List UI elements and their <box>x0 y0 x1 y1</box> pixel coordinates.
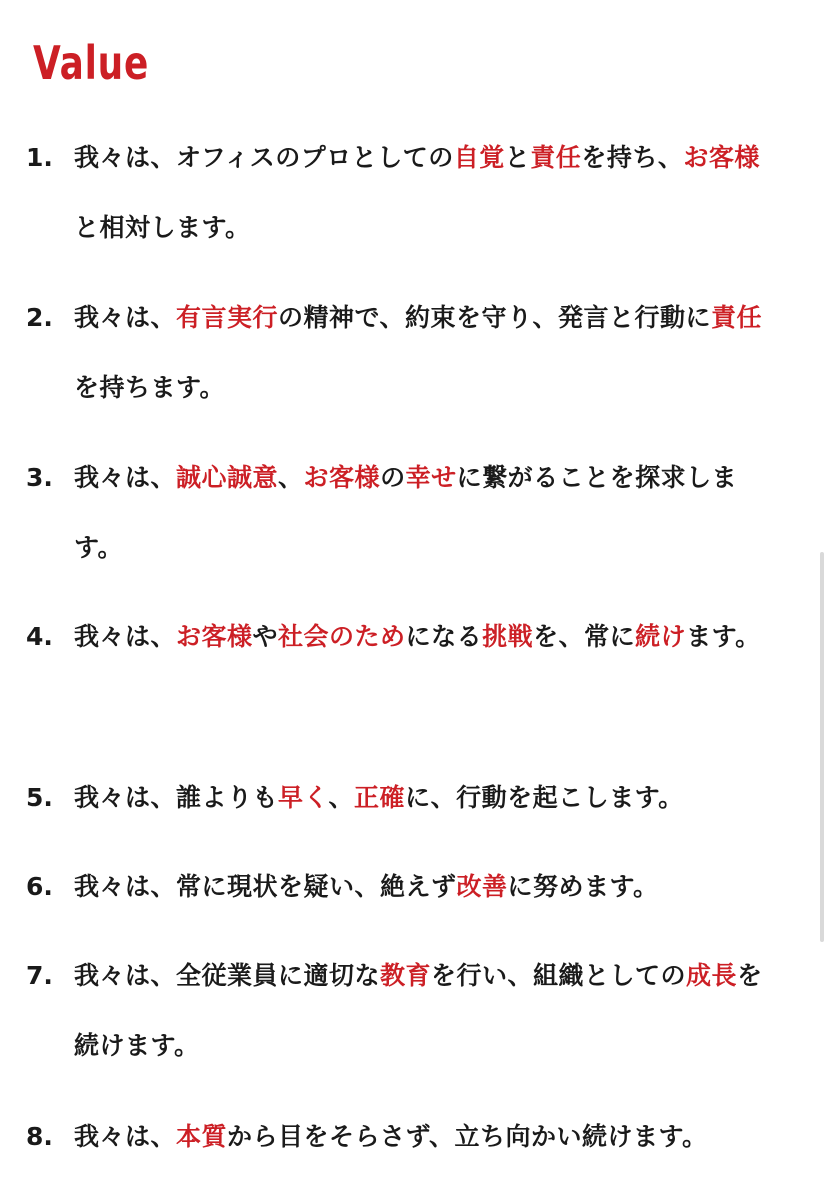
item-text <box>74 1102 776 1172</box>
item-number: 5. <box>26 783 53 812</box>
item-number: 4. <box>26 622 53 651</box>
body-text: を持ちます。 <box>74 373 226 402</box>
body-text: 我々は、 <box>74 463 177 492</box>
body-text: 我々は、誰よりも <box>74 783 279 812</box>
highlight-text: 続け <box>635 622 687 651</box>
item-text <box>74 763 776 833</box>
body-text: を続けます。 <box>74 961 763 1060</box>
body-text: に、行動を起こします。 <box>405 783 684 812</box>
body-text: を持ち、 <box>581 143 684 172</box>
highlight-text: 挑戦 <box>482 622 534 651</box>
highlight-text: 改善 <box>456 872 508 901</box>
item-number: 3. <box>26 463 53 492</box>
item-text <box>74 123 776 263</box>
body-text: から目をそらさず、立ち向かい続けます。 <box>227 1122 708 1151</box>
body-text: 、 <box>278 463 304 492</box>
item-text <box>74 602 776 672</box>
body-text: や <box>252 622 279 651</box>
body-text: 我々は、常に現状を疑い、絶えず <box>74 872 457 901</box>
item-text <box>74 852 776 922</box>
highlight-text: 幸せ <box>405 463 457 492</box>
highlight-text: 正確 <box>354 783 406 812</box>
body-text: になる <box>405 622 483 651</box>
item-text <box>74 283 776 423</box>
highlight-text: 有言実行 <box>176 303 279 332</box>
body-text: 、 <box>328 783 355 812</box>
highlight-text: お客様 <box>176 622 253 651</box>
body-text: ます。 <box>686 622 761 651</box>
highlight-text: 誠心誠意 <box>176 463 279 492</box>
highlight-text: 教育 <box>380 961 432 990</box>
body-text: の <box>380 463 406 492</box>
highlight-text: 自覚 <box>453 143 505 172</box>
body-text: 我々は、 <box>74 622 177 651</box>
highlight-text: 責任 <box>711 303 763 332</box>
item-number: 7. <box>26 961 53 990</box>
body-text: を、常に <box>533 622 636 651</box>
body-text: に努めます。 <box>507 872 659 901</box>
item-number: 1. <box>26 143 53 172</box>
body-text: と <box>504 143 531 172</box>
item-number: 8. <box>26 1122 53 1151</box>
body-text: と相対します。 <box>74 213 251 242</box>
body-text: 我々は、 <box>74 303 177 332</box>
scrollbar[interactable] <box>820 552 824 942</box>
highlight-text: 社会のため <box>278 622 406 651</box>
body-text: 我々は、全従業員に適切な <box>74 961 381 990</box>
body-text: に繋がることを探求します。 <box>74 463 738 562</box>
body-text: 我々は、 <box>74 1122 177 1151</box>
item-text <box>74 941 776 1081</box>
body-text: 我々は、オフィスのプロとしての <box>74 143 454 172</box>
body-text: を行い、組織としての <box>431 961 687 990</box>
item-number: 6. <box>26 872 53 901</box>
item-number: 2. <box>26 303 53 332</box>
highlight-text: お客様 <box>683 143 760 172</box>
page-title: Value <box>33 36 150 90</box>
highlight-text: 早く <box>278 783 329 812</box>
body-text: の精神で、約束を守り、発言と行動に <box>278 303 712 332</box>
highlight-text: 成長 <box>686 961 738 990</box>
highlight-text: 本質 <box>176 1122 228 1151</box>
highlight-text: 責任 <box>530 143 582 172</box>
highlight-text: お客様 <box>303 463 381 492</box>
item-text <box>74 443 776 583</box>
